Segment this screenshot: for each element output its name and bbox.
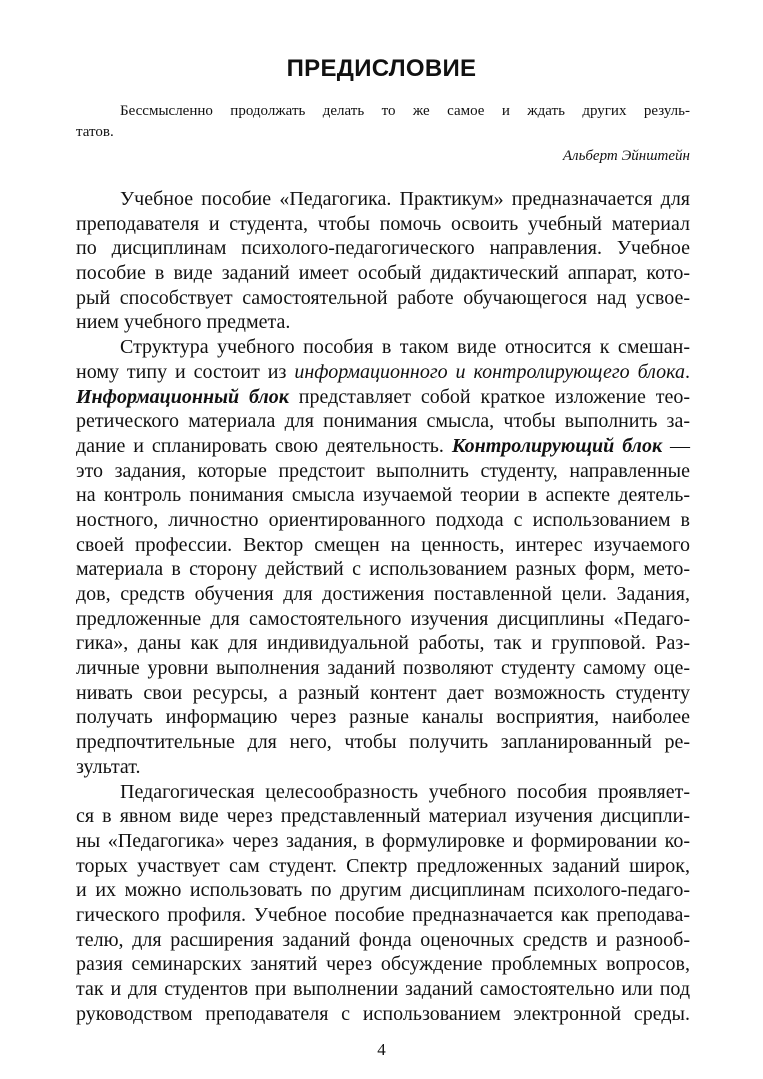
epigraph-line: Бессмысленно продолжать делать то же самое и ждать других резуль- <box>120 103 690 119</box>
text-line <box>76 829 690 854</box>
italic-text: информационного и контролирующего блока <box>294 360 686 383</box>
text-segment: ны «Педагогика» через задания, в формулировке и формировании ко- <box>76 829 690 852</box>
text-segment: руководством преподавателя с использованием электронной среды. <box>76 1002 690 1025</box>
text-segment: дов, средств обучения для достижения поставленной цели. Задания, <box>76 583 690 605</box>
text-segment: телю, для расширения заданий фонда оценочных средств и разнооб- <box>76 928 690 951</box>
text-segment: зультат. <box>76 755 141 778</box>
text-segment: гика», даны как для индивидуальной работы, так и групповой. Раз- <box>76 632 690 655</box>
text-line <box>76 533 690 558</box>
text-line <box>76 1002 690 1027</box>
text-line <box>76 903 690 928</box>
text-line <box>76 434 690 459</box>
text-segment: нием учебного предмета. <box>76 311 291 334</box>
text-segment: так и для студентов при выполнении заданий самостоятельно или под <box>76 978 690 1000</box>
text-line <box>76 508 690 533</box>
text-segment: дание и спланировать свою деятельность. <box>76 434 452 457</box>
text-line <box>76 681 690 706</box>
text-segment: своей профессии. Вектор смещен на ценность, интерес изучаемого <box>76 533 690 556</box>
text-segment: и их можно использовать по другим дисциплинам психолого-педаго- <box>76 879 690 902</box>
text-segment: — <box>662 434 690 457</box>
text-line <box>76 582 690 607</box>
text-segment: на контроль понимания смысла изучаемой теории в аспекте деятель- <box>76 484 690 507</box>
text-segment: торых участвует сам студент. Спектр предложенных заданий широк, <box>76 854 690 877</box>
page-number: 4 <box>377 1040 386 1059</box>
text-segment: по дисциплинам психолого-педагогического направления. Учебное <box>76 237 690 260</box>
text-line <box>76 212 690 237</box>
text-line <box>76 187 690 212</box>
text-segment: личные уровни выполнения заданий позволяют студенту самому оце- <box>76 657 690 680</box>
text-line <box>76 878 690 903</box>
text-segment: ному типу и состоит из <box>76 360 295 383</box>
body-text <box>76 187 690 1026</box>
text-segment: пособие в виде заданий имеет особый дидактический аппарат, кото- <box>76 262 690 285</box>
text-line <box>76 656 690 681</box>
text-segment: гического профиля. Учебное пособие предназначается как преподава- <box>76 903 690 926</box>
text-line <box>76 755 690 780</box>
epigraph-line: татов. <box>76 124 114 140</box>
text-line <box>76 854 690 879</box>
epigraph-author: Альберт Эйнштейн <box>562 148 690 164</box>
text-segment: разия семинарских занятий через обсуждение проблемных вопросов, <box>76 953 690 976</box>
text-line <box>76 631 690 656</box>
text-segment: представляет собой краткое изложение тео- <box>288 385 690 408</box>
text-line <box>76 705 690 730</box>
text-line <box>76 804 690 829</box>
text-line <box>76 409 690 434</box>
text-line <box>76 310 690 335</box>
text-line <box>76 483 690 508</box>
text-segment: ностного, личностно ориентированного подхода с использованием в <box>76 508 690 531</box>
text-line <box>76 952 690 977</box>
text-segment: Учебное пособие «Педагогика. Практикум» предназначается для <box>120 188 690 210</box>
text-segment: предпочтительные для него, чтобы получить запланированный ре- <box>76 731 690 754</box>
text-segment: ретического материала для понимания смысла, чтобы выполнить за- <box>76 410 690 433</box>
text-segment: материала в сторону действий с использованием разных форм, мето- <box>76 558 690 581</box>
text-segment: получать информацию через разные каналы восприятия, наиболее <box>76 706 690 729</box>
text-segment: . <box>685 360 691 383</box>
text-line <box>76 360 690 385</box>
text-segment: рый способствует самостоятельной работе обучающегося над усвое- <box>76 286 690 309</box>
text-line <box>76 780 690 805</box>
text-line <box>76 335 690 360</box>
text-segment: предложенные для самостоятельного изучения дисциплины «Педаго- <box>76 607 690 630</box>
text-segment: нивать свои ресурсы, а разный контент дает возможность студенту <box>76 681 690 704</box>
text-segment: Педагогическая целесообразность учебного пособия проявляет- <box>120 780 690 803</box>
text-line <box>76 236 690 261</box>
page-title: ПРЕДИСЛОВИЕ <box>286 55 477 82</box>
text-line <box>76 928 690 953</box>
epigraph <box>76 101 690 143</box>
text-segment: Структура учебного пособия в таком виде относится к смешан- <box>120 336 690 359</box>
text-line <box>76 977 690 1002</box>
text-line <box>76 557 690 582</box>
text-segment: это задания, которые предстоит выполнить студенту, направленные <box>76 459 690 482</box>
text-line <box>76 730 690 755</box>
text-line <box>76 286 690 311</box>
text-line <box>76 385 690 410</box>
bold-italic-term: Контролирующий блок <box>451 434 663 457</box>
text-line <box>76 459 690 484</box>
text-segment: преподавателя и студента, чтобы помочь освоить учебный материал <box>76 212 690 235</box>
bold-italic-term: Информационный блок <box>76 385 289 408</box>
text-segment: ся в явном виде через представленный материал изучения дисципли- <box>76 805 690 828</box>
text-line <box>76 261 690 286</box>
text-line <box>76 607 690 632</box>
